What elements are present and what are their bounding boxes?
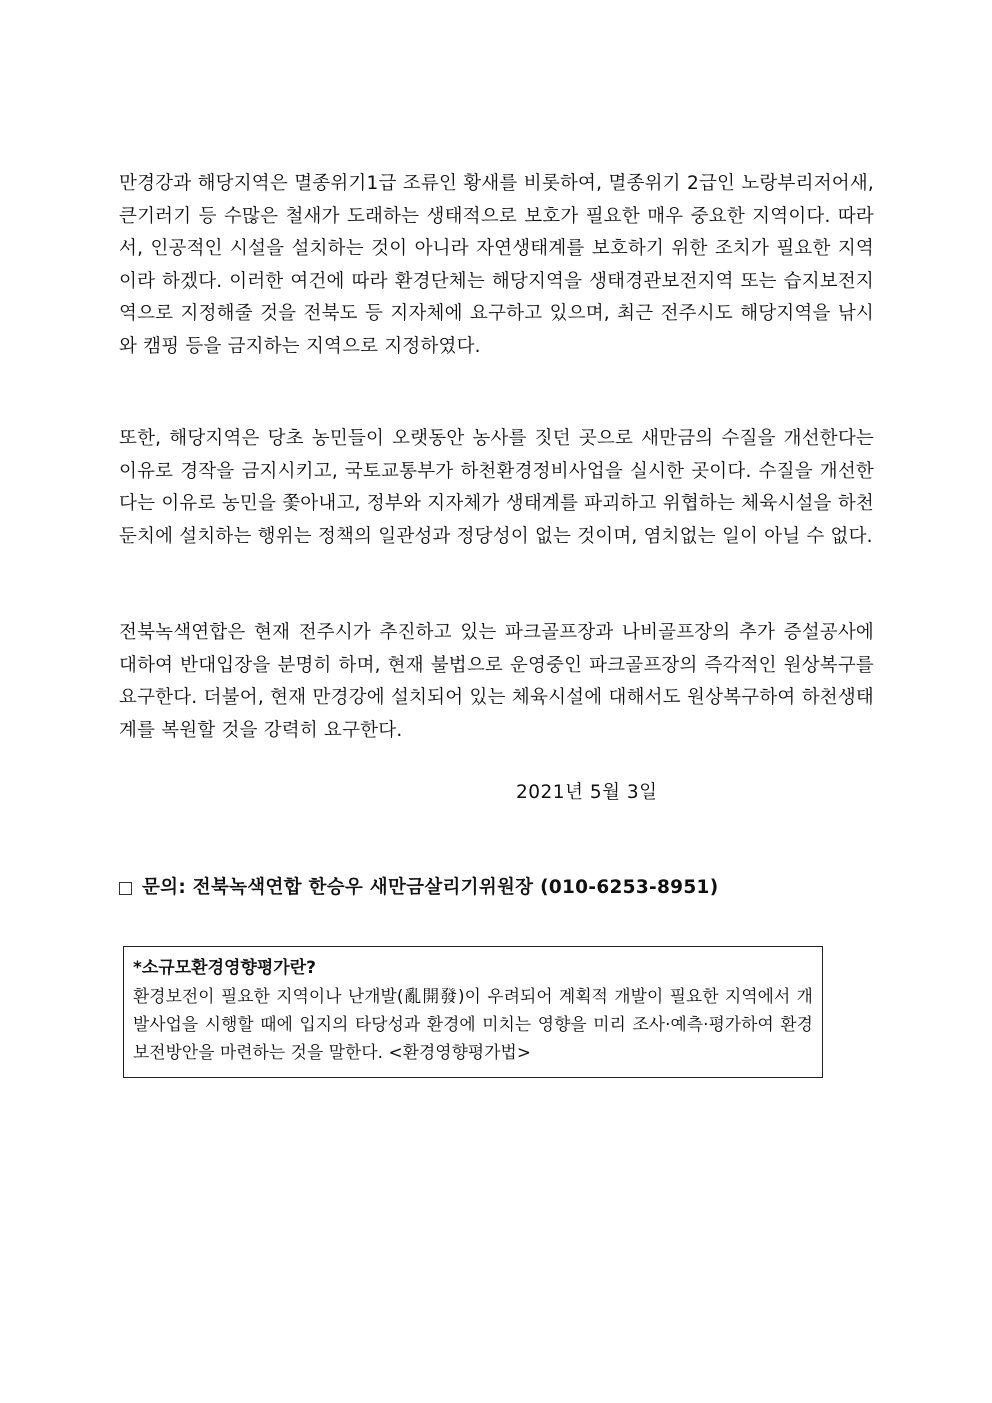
checkbox-square-icon (119, 882, 132, 895)
paragraph-demands: 전북녹색연합은 현재 전주시가 추진하고 있는 파크골프장과 나비골프장의 추가 증설공사에 대하여 반대입장을 분명히 하며, 현재 불법으로 운영중인 파크골프장의 즉각적인 원상복구를 요구한다. 더불어, 현재 만경강에 설치되어 있는 체육시설에 대해서도 원상복구하여 하천생태계를 복원할 것을 강력히 요구한다. (119, 622, 874, 741)
document-date: 2021년 5월 3일 (516, 782, 658, 803)
note-title: *소규모환경영향평가란? (133, 958, 316, 978)
paragraph-policy-criticism: 또한, 해당지역은 당초 농민들이 오랫동안 농사를 짓던 곳으로 새만금의 수질을 개선한다는 이유로 경작을 금지시키고, 국토교통부가 하천환경정비사업을 실시한 곳이다. 수질을 개선한다는 이유로 농민을 쫓아내고, 정부와 지자체가 생태계를 파괴하고 위협하는 체육시설을 하천둔치에 설치하는 행위는 정책의 일관성과 정당성이 없는 것이며, 염치없는 일이 아닐 수 없다. (119, 428, 874, 547)
paragraph-habitat-importance: 만경강과 해당지역은 멸종위기1급 조류인 황새를 비롯하여, 멸종위기 2급인 노랑부리저어새, 큰기러기 등 수많은 철새가 도래하는 생태적으로 보호가 필요한 매우 중요한 지역이다. 따라서, 인공적인 시설을 설치하는 것이 아니라 자연생태계를 보호하기 위한 조치가 필요한 지역이라 하겠다. 이러한 여건에 따라 환경단체는 해당지역을 생태경관보전지역 또는 습지보전지역으로 지정해줄 것을 전북도 등 지자체에 요구하고 있으며, 최근 전주시도 해당지역을 낚시와 캠핑 등을 금지하는 지역으로 지정하였다. (119, 173, 874, 357)
note-text: 환경보전이 필요한 지역이나 난개발(亂開發)이 우려되어 계획적 개발이 필요한 지역에서 개발사업을 시행할 때에 입지의 타당성과 환경에 미치는 영향을 미리 조사·예측·평가하여 환경보전방안을 마련하는 것을 말한다. <환경영향평가법> (133, 986, 813, 1062)
contact-text: 문의: 전북녹색연합 한승우 새만금살리기위원장 (010-6253-8951) (142, 877, 719, 898)
definition-note-box (123, 946, 823, 1078)
contact-line (119, 873, 718, 903)
